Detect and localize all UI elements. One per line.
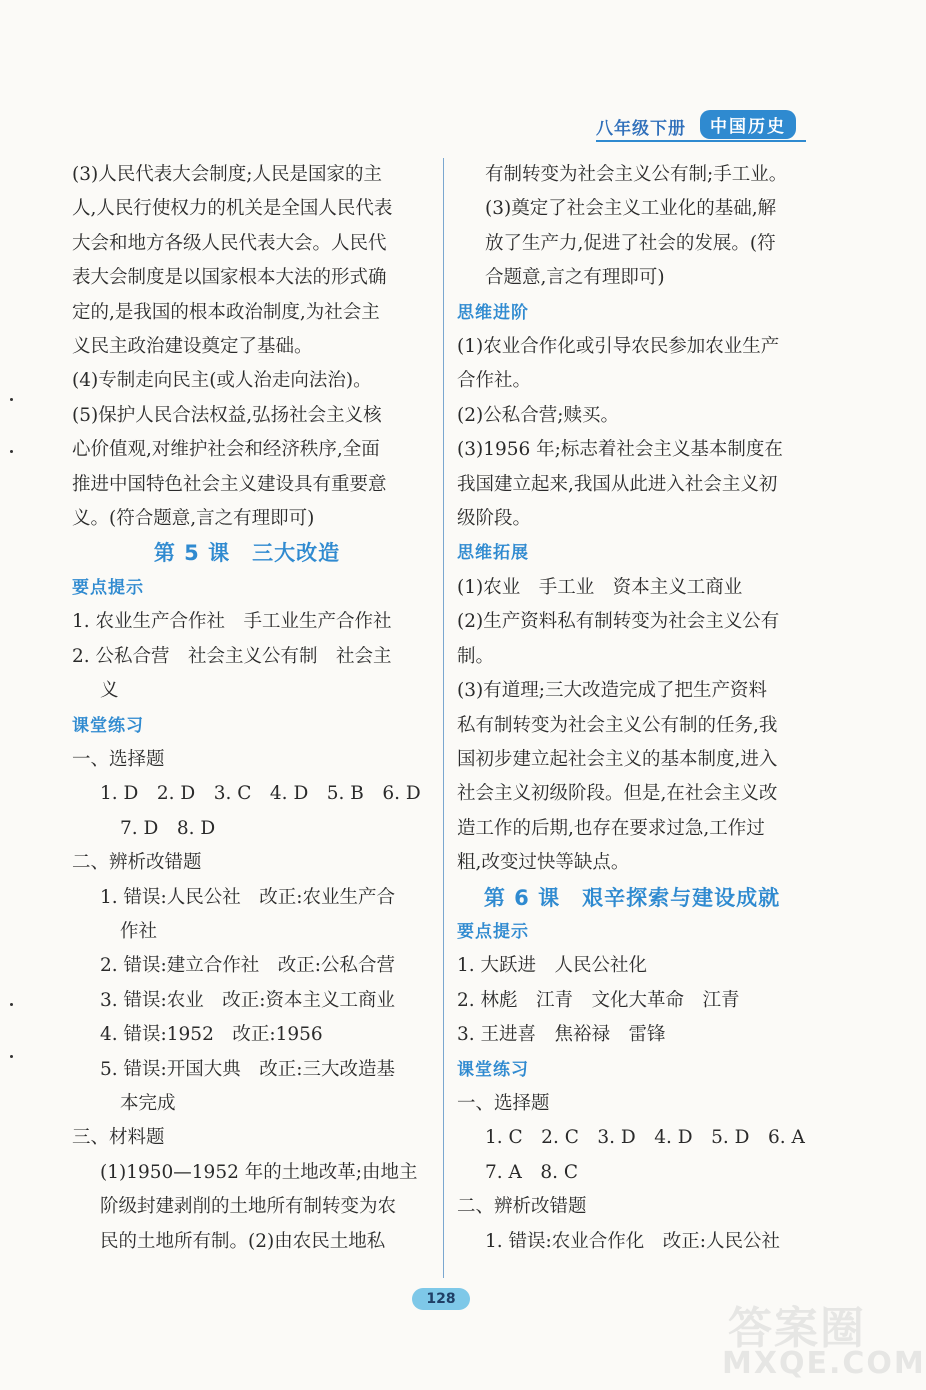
lesson-title: 第 6 课 艰辛探索与建设成就 (483, 885, 781, 910)
text-line: 1. 农业生产合作社 手工业生产合作社 (72, 611, 392, 633)
text-line: 义。(符合题意,言之有理即可) (72, 508, 315, 530)
text-line: 私有制转变为社会主义公有制的任务,我 (457, 714, 778, 736)
text-line: 合作社。 (457, 370, 532, 392)
header-subject-badge: 中国历史 (700, 110, 796, 139)
section-heading: 要点提示 (72, 577, 144, 598)
text-line: 造工作的后期,也存在要求过急,工作过 (457, 817, 765, 839)
page-number: 128 (412, 1288, 470, 1310)
text-line: 3. 错误:农业 改正:资本主义工商业 (100, 989, 395, 1011)
text-line: 国初步建立起社会主义的基本制度,进入 (457, 748, 778, 770)
text-line: 2. 错误:建立合作社 改正:公私合营 (100, 955, 395, 977)
text-line: 民的土地所有制。(2)由农民土地私 (100, 1230, 386, 1252)
right-column (457, 158, 807, 1259)
text-line: (3)人民代表大会制度;人民是国家的主 (72, 164, 382, 185)
margin-mark (10, 450, 13, 453)
text-line: 合题意,言之有理即可) (485, 267, 665, 289)
header-grade: 八年级下册 (596, 119, 686, 139)
text-line: (3)1956 年;标志着社会主义基本制度在 (457, 439, 783, 461)
text-line: (2)公私合营;赎买。 (457, 404, 619, 426)
text-line: 1. C 2. C 3. D 4. D 5. D 6. A (485, 1127, 805, 1149)
text-line: 级阶段。 (457, 508, 532, 530)
text-line: 大会和地方各级人民代表大会。人民代 (72, 232, 387, 254)
text-line: 我国建立起来,我国从此进入社会主义初 (457, 473, 778, 495)
text-line: 1. 错误:农业合作化 改正:人民公社 (485, 1230, 780, 1252)
text-line: 1. 错误:人民公社 改正:农业生产合 (100, 886, 395, 908)
text-line: 1. 大跃进 人民公社化 (457, 955, 648, 977)
header-rule (596, 140, 806, 142)
text-line: (3)奠定了社会主义工业化的基础,解 (485, 198, 777, 220)
text-line: 表大会制度是以国家根本大法的形式确 (72, 267, 387, 289)
text-line: (5)保护人民合法权益,弘扬社会主义核 (72, 404, 382, 426)
running-header (596, 108, 808, 144)
section-heading: 思维拓展 (457, 543, 529, 564)
section-heading: 要点提示 (457, 921, 529, 942)
text-line: 2. 公私合营 社会主义公有制 社会主 (72, 645, 392, 667)
text-line: 有制转变为社会主义公有制;手工业。 (485, 164, 788, 185)
text-line: 1. D 2. D 3. C 4. D 5. B 6. D (100, 783, 421, 805)
text-line: 粗,改变过快等缺点。 (457, 852, 630, 874)
text-line: 人,人民行使权力的机关是全国人民代表 (72, 198, 393, 220)
text-line: 2. 林彪 江青 文化大革命 江青 (457, 989, 740, 1011)
margin-mark (10, 398, 13, 401)
text-line: (1)1950—1952 年的土地改革;由地主 (100, 1161, 418, 1183)
watermark-logo (722, 1292, 926, 1384)
section-heading: 课堂练习 (72, 715, 144, 736)
text-line: (4)专制走向民主(或人治走向法治)。 (72, 370, 372, 392)
text-line: 二、辨析改错题 (72, 852, 202, 874)
text-line: 义 (100, 680, 119, 702)
watermark-url: MXQE.COM (722, 1346, 926, 1381)
margin-mark (10, 1055, 13, 1058)
text-line: 一、选择题 (72, 748, 165, 770)
text-line: 7. D 8. D (120, 817, 216, 839)
text-line: 阶级封建剥削的土地所有制转变为农 (100, 1196, 397, 1218)
text-line: (3)有道理;三大改造完成了把生产资料 (457, 680, 767, 702)
margin-mark (10, 1003, 13, 1006)
text-line: 一、选择题 (457, 1092, 550, 1114)
left-column (72, 158, 422, 1259)
text-line: 心价值观,对维护社会和经济秩序,全面 (72, 439, 380, 461)
text-line: 放了生产力,促进了社会的发展。(符 (485, 232, 776, 254)
text-line: (1)农业合作化或引导农民参加农业生产 (457, 336, 780, 358)
text-line: (2)生产资料私有制转变为社会主义公有 (457, 611, 780, 633)
lesson-title: 第 5 课 三大改造 (153, 541, 341, 566)
text-line: 三、材料题 (72, 1127, 165, 1149)
text-line: 制。 (457, 645, 495, 667)
text-line: 义民主政治建设奠定了基础。 (72, 336, 313, 358)
text-line: 推进中国特色社会主义建设具有重要意 (72, 473, 387, 495)
text-line: 二、辨析改错题 (457, 1196, 587, 1218)
text-line: 7. A 8. C (485, 1161, 579, 1183)
watermark-text: 答案圈 (728, 1303, 866, 1354)
column-divider (443, 158, 444, 1278)
text-line: 社会主义初级阶段。但是,在社会主义改 (457, 783, 778, 805)
text-line: 3. 王进喜 焦裕禄 雷锋 (457, 1024, 666, 1046)
text-line: 4. 错误:1952 改正:1956 (100, 1024, 323, 1046)
text-line: 5. 错误:开国大典 改正:三大改造基 (100, 1058, 395, 1080)
text-line: 定的,是我国的根本政治制度,为社会主 (72, 301, 380, 323)
section-heading: 思维进阶 (457, 302, 529, 323)
section-heading: 课堂练习 (457, 1059, 529, 1080)
text-line: 本完成 (120, 1092, 176, 1114)
text-line: 作社 (120, 920, 158, 942)
text-line: (1)农业 手工业 资本主义工商业 (457, 576, 743, 598)
